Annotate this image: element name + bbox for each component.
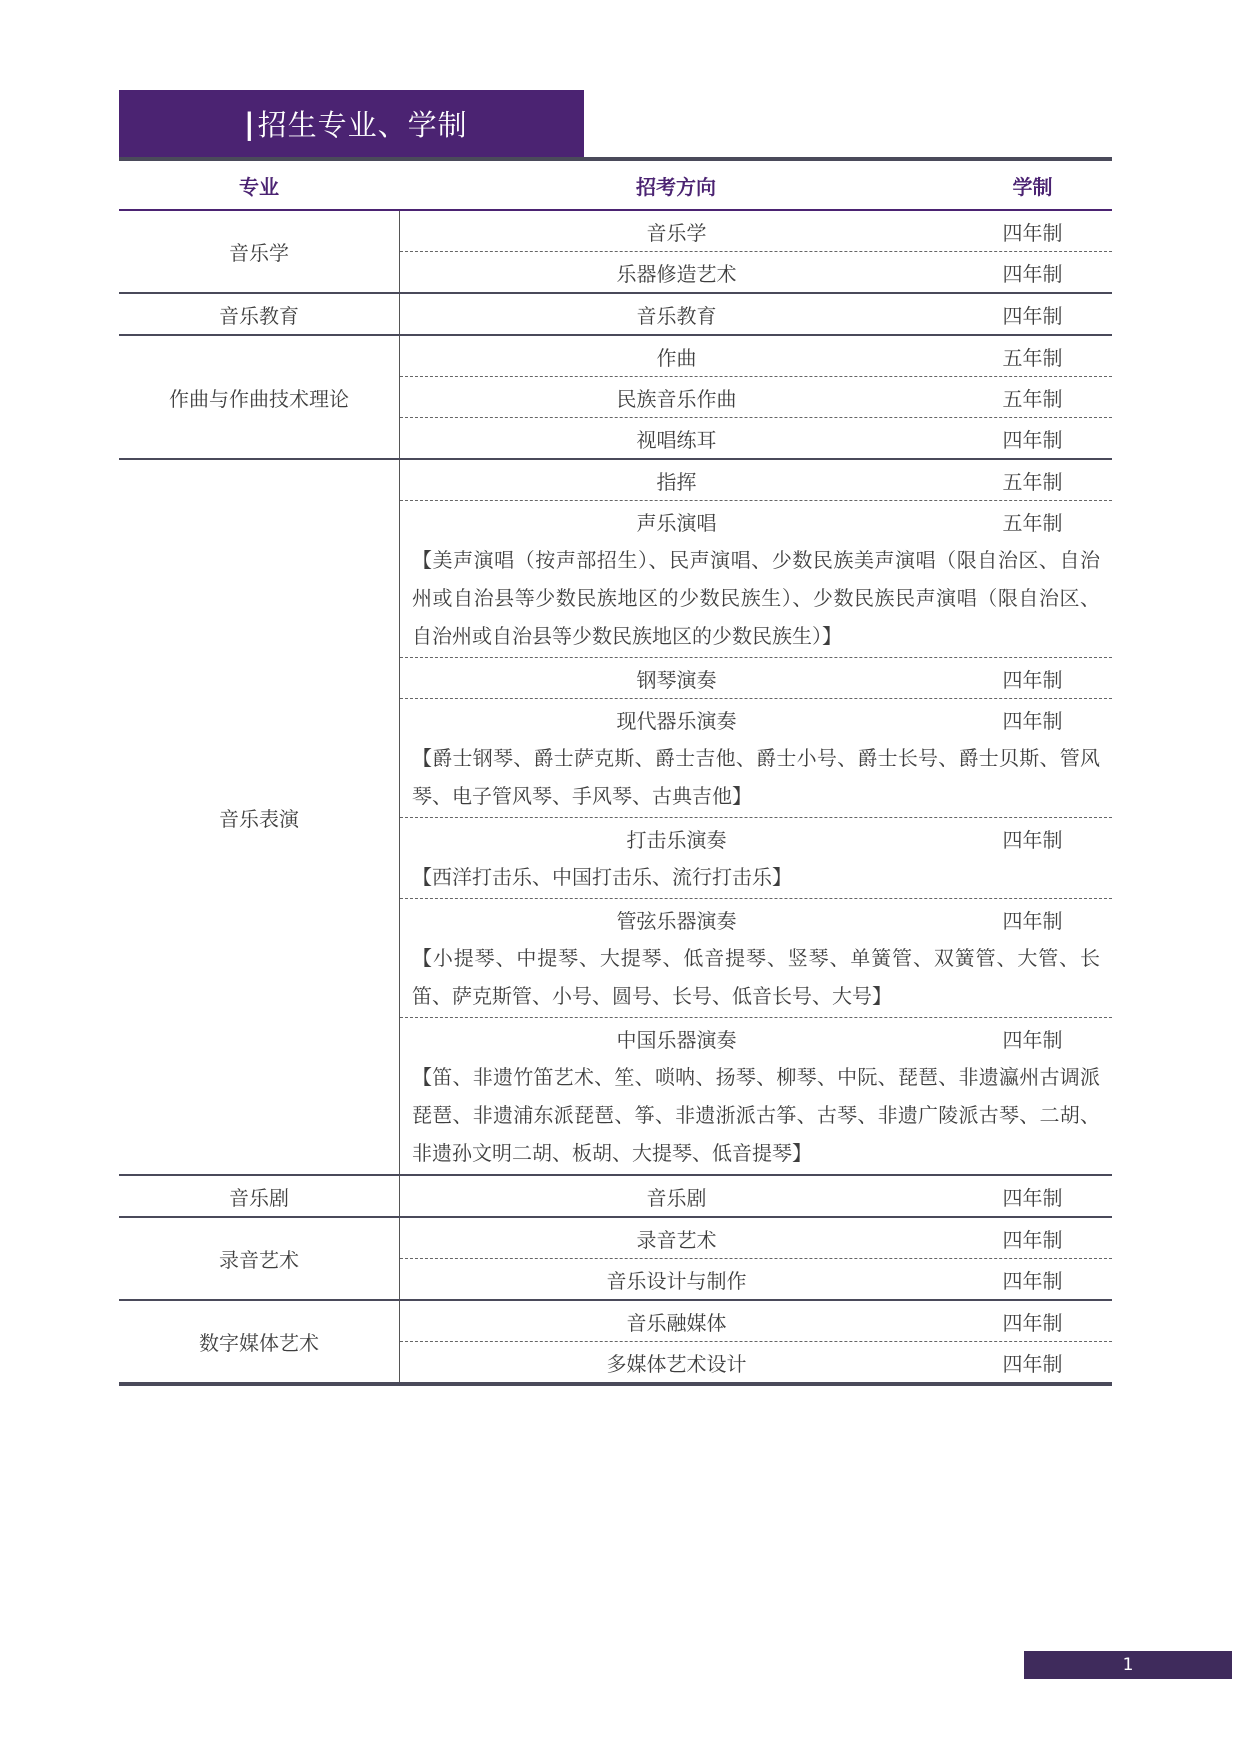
direction-row <box>400 657 1112 698</box>
direction-row <box>400 1017 1112 1174</box>
duration-value: 五年制 <box>1002 345 1063 370</box>
direction-list <box>400 1218 1112 1299</box>
direction-line <box>400 211 1112 251</box>
direction-line <box>400 377 1112 417</box>
duration-value: 四年制 <box>1002 708 1063 733</box>
major-name: 音乐教育 <box>119 294 400 334</box>
direction-name: 音乐设计与制作 <box>606 1268 747 1293</box>
major-name: 数字媒体艺术 <box>119 1301 400 1382</box>
duration-value: 四年制 <box>1002 827 1063 852</box>
duration-value: 四年制 <box>1002 261 1063 286</box>
direction-row <box>400 698 1112 817</box>
direction-name: 乐器修造艺术 <box>616 261 737 286</box>
direction-line <box>400 1018 1112 1058</box>
header-major: 专业 <box>239 174 279 199</box>
direction-note: 【小提琴、中提琴、大提琴、低音提琴、竖琴、单簧管、双簧管、大管、长笛、萨克斯管、小号、圆号、长号、低音长号、大号】 <box>412 946 1100 1008</box>
direction-line <box>400 658 1112 698</box>
direction-list <box>400 211 1112 292</box>
direction-name: 打击乐演奏 <box>626 827 727 852</box>
direction-line <box>400 1259 1112 1299</box>
direction-name: 多媒体艺术设计 <box>606 1351 747 1376</box>
table-body <box>119 211 1112 1382</box>
direction-row <box>400 1176 1112 1216</box>
major-group <box>119 458 1112 1174</box>
direction-list <box>400 1176 1112 1216</box>
major-name: 音乐学 <box>119 211 400 292</box>
direction-name: 作曲 <box>656 345 697 370</box>
major-group <box>119 334 1112 458</box>
direction-name: 音乐剧 <box>646 1185 707 1210</box>
major-group <box>119 1299 1112 1382</box>
direction-name: 音乐融媒体 <box>626 1310 727 1335</box>
direction-name: 钢琴演奏 <box>636 667 717 692</box>
duration-value: 五年制 <box>1002 386 1063 411</box>
direction-list <box>400 294 1112 334</box>
direction-name: 视唱练耳 <box>636 427 717 452</box>
direction-line <box>400 699 1112 739</box>
direction-line <box>400 1342 1112 1382</box>
direction-row <box>400 500 1112 657</box>
table-header <box>119 161 1112 211</box>
direction-row <box>400 294 1112 334</box>
duration-value: 四年制 <box>1002 667 1063 692</box>
direction-note: 【爵士钢琴、爵士萨克斯、爵士吉他、爵士小号、爵士长号、爵士贝斯、管风琴、电子管风琴、手风琴、古典吉他】 <box>412 746 1100 808</box>
direction-row <box>400 817 1112 898</box>
direction-row <box>400 417 1112 458</box>
direction-line <box>400 1218 1112 1258</box>
direction-name: 音乐学 <box>646 220 707 245</box>
direction-row <box>400 898 1112 1017</box>
direction-name: 声乐演唱 <box>636 510 717 535</box>
title-bar-marker: | <box>244 106 256 141</box>
direction-line <box>400 899 1112 939</box>
direction-list <box>400 1301 1112 1382</box>
duration-value: 四年制 <box>1002 303 1063 328</box>
duration-value: 四年制 <box>1002 1268 1063 1293</box>
direction-name: 现代器乐演奏 <box>616 708 737 733</box>
duration-value: 五年制 <box>1002 510 1063 535</box>
direction-name: 中国乐器演奏 <box>616 1027 737 1052</box>
direction-line <box>400 501 1112 541</box>
duration-value: 四年制 <box>1002 1227 1063 1252</box>
direction-row <box>400 376 1112 417</box>
direction-list <box>400 460 1112 1174</box>
major-name: 录音艺术 <box>119 1218 400 1299</box>
direction-row <box>400 1341 1112 1382</box>
direction-row <box>400 1301 1112 1341</box>
direction-list <box>400 336 1112 458</box>
direction-row <box>400 336 1112 376</box>
major-group <box>119 292 1112 334</box>
duration-value: 四年制 <box>1002 220 1063 245</box>
duration-value: 四年制 <box>1002 1310 1063 1335</box>
header-direction: 招考方向 <box>636 174 716 199</box>
direction-row <box>400 460 1112 500</box>
direction-line <box>400 418 1112 458</box>
duration-value: 四年制 <box>1002 1027 1063 1052</box>
direction-row <box>400 1258 1112 1299</box>
direction-line <box>400 1176 1112 1216</box>
direction-name: 录音艺术 <box>636 1227 717 1252</box>
direction-row <box>400 1218 1112 1258</box>
section-title: 招生专业、学制 <box>257 108 468 142</box>
direction-row <box>400 211 1112 251</box>
direction-note: 【笛、非遗竹笛艺术、笙、唢呐、扬琴、柳琴、中阮、琵琶、非遗瀛州古调派琵琶、非遗浦东派琵琶、筝、非遗浙派古筝、古琴、非遗广陵派古琴、二胡、非遗孙文明二胡、板胡、大提琴、低音提琴】 <box>412 1065 1100 1165</box>
major-name: 作曲与作曲技术理论 <box>119 336 400 458</box>
major-name: 音乐表演 <box>119 460 400 1174</box>
direction-line <box>400 252 1112 292</box>
direction-line <box>400 818 1112 858</box>
direction-note: 【西洋打击乐、中国打击乐、流行打击乐】 <box>412 865 792 889</box>
direction-name: 民族音乐作曲 <box>616 386 737 411</box>
duration-value: 五年制 <box>1002 469 1063 494</box>
direction-line <box>400 336 1112 376</box>
direction-line <box>400 1301 1112 1341</box>
direction-name: 管弦乐器演奏 <box>616 908 737 933</box>
major-group <box>119 1216 1112 1299</box>
major-group <box>119 1174 1112 1216</box>
duration-value: 四年制 <box>1002 908 1063 933</box>
duration-value: 四年制 <box>1002 1185 1063 1210</box>
major-name: 音乐剧 <box>119 1176 400 1216</box>
direction-name: 指挥 <box>656 469 697 494</box>
header-duration: 学制 <box>1012 174 1053 199</box>
page-number: 1 <box>1024 1651 1232 1679</box>
section-title-bar <box>119 90 584 157</box>
direction-name: 音乐教育 <box>636 303 717 328</box>
duration-value: 四年制 <box>1002 1351 1063 1376</box>
direction-note: 【美声演唱（按声部招生）、民声演唱、少数民族美声演唱（限自治区、自治州或自治县等少数民族地区的少数民族生）、少数民族民声演唱（限自治区、自治州或自治县等少数民族地区的少数民族生）】 <box>412 548 1100 648</box>
direction-row <box>400 251 1112 292</box>
programs-table <box>119 157 1112 1386</box>
duration-value: 四年制 <box>1002 427 1063 452</box>
direction-line <box>400 460 1112 500</box>
major-group <box>119 211 1112 292</box>
direction-line <box>400 294 1112 334</box>
